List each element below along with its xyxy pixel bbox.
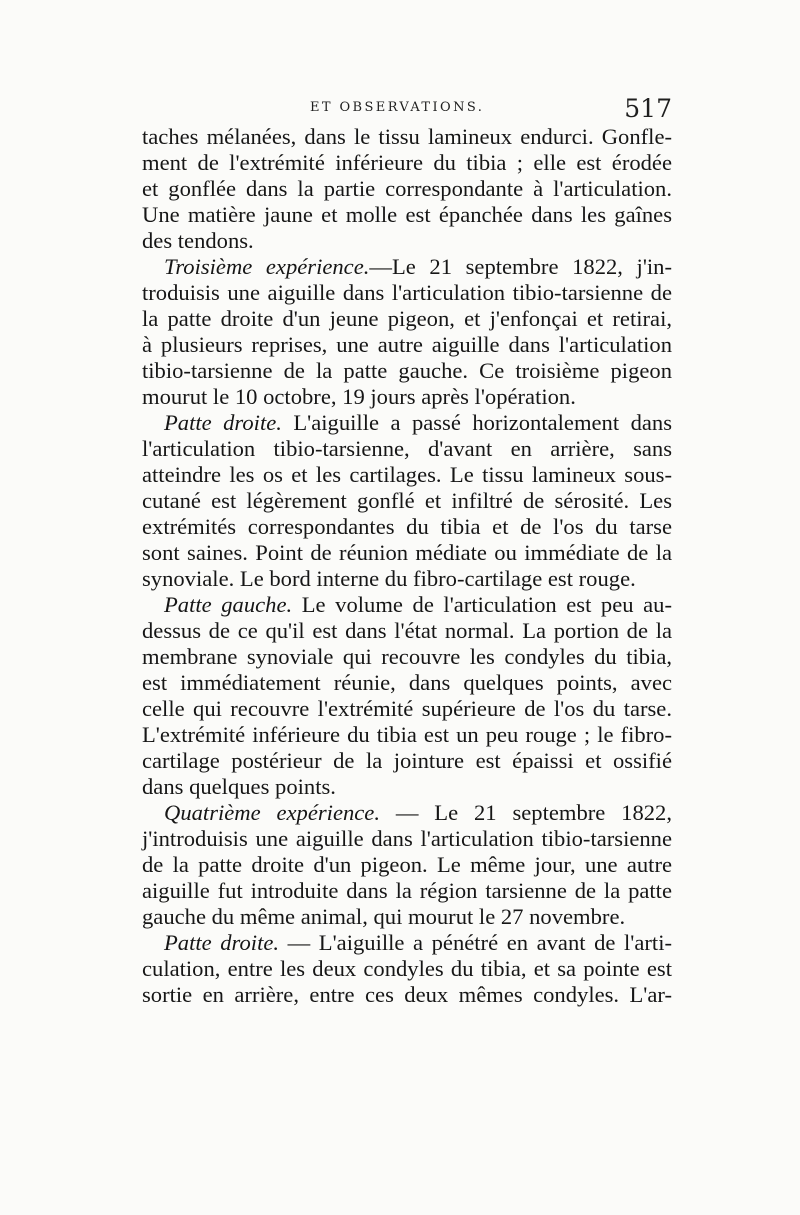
- text-line: L'extrémité inférieure du tibia est un peu rouge ; le fibro-: [142, 722, 672, 747]
- text-line: j'introduisis une aiguille dans l'articulation tibio-tarsienne: [142, 826, 672, 851]
- text-line: sortie en arrière, entre ces deux mêmes condyles. L'ar-: [142, 982, 672, 1007]
- text-line: l'articulation tibio-tarsienne, d'avant en arrière, sans: [142, 436, 672, 461]
- page-header: [310, 94, 672, 122]
- text-line: des tendons.: [142, 228, 254, 253]
- text-line: extrémités correspondantes du tibia et de l'os du tarse: [142, 514, 672, 539]
- section-heading-italic: Patte droite.: [164, 410, 282, 435]
- text-line: membrane synoviale qui recouvre les condyles du tibia,: [142, 644, 672, 669]
- page-number: 517: [624, 94, 672, 123]
- text-line: ment de l'extrémité inférieure du tibia ; elle est érodée: [142, 150, 672, 175]
- paragraph-start-line: [142, 800, 672, 826]
- text-line: synoviale. Le bord interne du fibro-cartilage est rouge.: [142, 566, 636, 591]
- text-line: cartilage postérieur de la jointure est épaissi et ossifié: [142, 748, 672, 773]
- text-line: aiguille fut introduite dans la région tarsienne de la patte: [142, 878, 672, 903]
- paragraph-start-line: [142, 410, 672, 436]
- section-heading-italic: Patte gauche.: [164, 592, 293, 617]
- text-line: celle qui recouvre l'extrémité supérieure de l'os du tarse.: [142, 696, 672, 721]
- text-run: — Le 21 septembre 1822,: [379, 800, 672, 825]
- paragraph-start-line: [142, 592, 672, 618]
- text-line: Une matière jaune et molle est épanchée dans les gaînes: [142, 202, 672, 227]
- text-line: cutané est légèrement gonflé et infiltré de sérosité. Les: [142, 488, 672, 513]
- text-line: sont saines. Point de réunion médiate ou immédiate de la: [142, 540, 672, 565]
- text-line: atteindre les os et les cartilages. Le tissu lamineux sous-: [142, 462, 672, 487]
- text-line: mourut le 10 octobre, 19 jours après l'opération.: [142, 384, 576, 409]
- running-title: ET OBSERVATIONS.: [310, 100, 485, 115]
- text-line: de la patte droite d'un pigeon. Le même jour, une autre: [142, 852, 672, 877]
- text-run: L'aiguille a passé horizontalement dans: [281, 410, 673, 435]
- text-line: la patte droite d'un jeune pigeon, et j'enfonçai et retirai,: [142, 306, 672, 331]
- text-run: —Le 21 septembre 1822, j'in-: [369, 254, 672, 279]
- section-heading-italic: Quatrième expérience.: [164, 800, 380, 825]
- text-line: taches mélanées, dans le tissu lamineux endurci. Gonfle-: [142, 124, 672, 149]
- section-heading-italic: Patte droite.: [164, 930, 280, 955]
- text-line: dans quelques points.: [142, 774, 336, 799]
- text-line: est immédiatement réunie, dans quelques points, avec: [142, 670, 672, 695]
- section-heading-italic: Troisième expérience.: [164, 254, 370, 279]
- paragraph-start-line: [142, 254, 672, 280]
- text-line: gauche du même animal, qui mourut le 27 novembre.: [142, 904, 626, 929]
- text-run: — L'aiguille a pénétré en avant de l'arti-: [279, 930, 672, 955]
- body-text: [142, 124, 672, 1008]
- text-line: troduisis une aiguille dans l'articulation tibio-tarsienne de: [142, 280, 672, 305]
- text-run: Le volume de l'articulation est peu au-: [292, 592, 672, 617]
- text-line: tibio-tarsienne de la patte gauche. Ce troisième pigeon: [142, 358, 672, 383]
- paragraph-start-line: [142, 930, 672, 956]
- text-line: à plusieurs reprises, une autre aiguille dans l'articulation: [142, 332, 672, 357]
- text-line: et gonflée dans la partie correspondante à l'articulation.: [142, 176, 672, 201]
- text-line: dessus de ce qu'il est dans l'état normal. La portion de la: [142, 618, 672, 643]
- text-line: culation, entre les deux condyles du tibia, et sa pointe est: [142, 956, 672, 981]
